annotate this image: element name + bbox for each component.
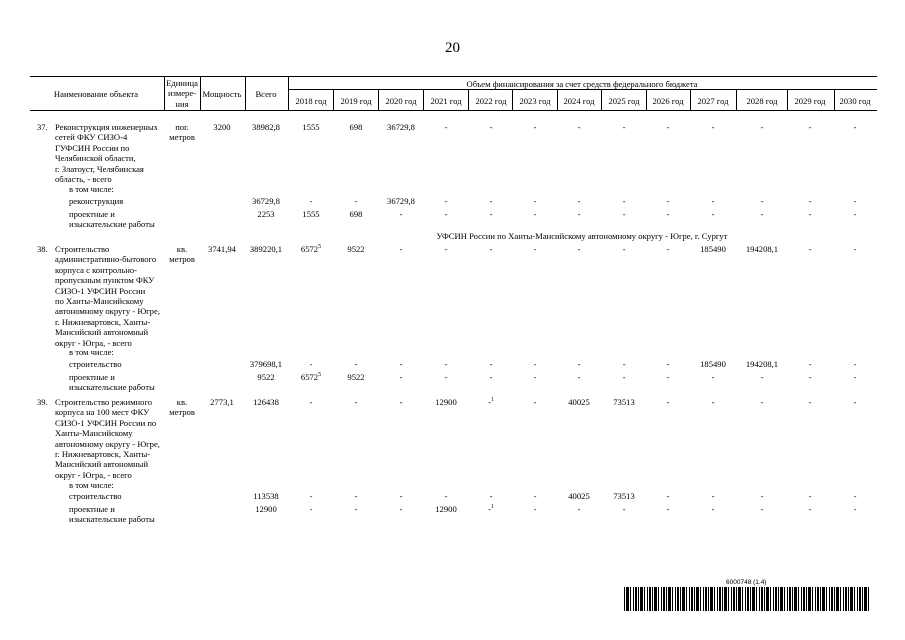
year-cell: -: [399, 397, 403, 407]
year-cell: -: [354, 196, 358, 206]
header-year: 2023 год: [519, 96, 551, 106]
year-cell: -: [760, 491, 764, 501]
item-name: г. Нижневартовск, Ханты-: [55, 316, 151, 327]
header-name: Наименование объекта: [53, 89, 139, 99]
column-divider: [736, 89, 737, 110]
year-cell: 73513: [613, 491, 635, 501]
year-cell: -: [808, 359, 812, 369]
subrow-label: изыскательские работы: [69, 382, 155, 393]
including-label: в том числе:: [69, 347, 114, 357]
subrow-label: реконструкция: [69, 196, 124, 206]
year-cell: -$^1$: [488, 504, 494, 514]
year-cell: -: [533, 122, 537, 132]
item-capacity: 3200: [213, 122, 231, 132]
item-unit: пог.: [175, 122, 189, 132]
year-cell: -: [666, 372, 670, 382]
region-heading: УФСИН России по Ханты-Мансийскому автономному округу - Югре, г. Сургут: [436, 231, 728, 241]
item-name: Реконструкция инженерных: [55, 122, 158, 132]
header-capacity: Мощность: [202, 89, 242, 99]
year-cell: 698: [349, 209, 363, 219]
table-top-rule: [30, 76, 877, 77]
item-name: автономному округу - Югре,: [55, 438, 160, 449]
year-cell: 194208,1: [745, 244, 779, 254]
header-year: 2018 год: [295, 96, 327, 106]
year-cell: -: [853, 209, 857, 219]
item-name: Мансийский автономный: [55, 327, 149, 338]
item-total: 38982,8: [252, 122, 280, 132]
item-name: область, - всего: [55, 174, 112, 184]
header-year: 2025 год: [608, 96, 640, 106]
item-name: административно-бытового: [55, 254, 157, 265]
item-name: корпуса с контрольно-: [55, 264, 138, 275]
year-cell: -: [666, 196, 670, 206]
year-cell: 36729,8: [387, 122, 415, 132]
item-name: округ - Югра, - всего: [55, 337, 132, 348]
year-cell: -: [853, 122, 857, 132]
year-cell: -: [760, 372, 764, 382]
year-cell: 1555: [302, 209, 320, 219]
year-cell: -: [808, 196, 812, 206]
item-name: Ханты-Мансийскому: [55, 428, 133, 439]
header-year: 2024 год: [563, 96, 595, 106]
subrow-total: 113538: [253, 491, 279, 501]
barcode: [624, 587, 870, 611]
year-cell: -: [808, 244, 812, 254]
year-cell: 9522: [347, 372, 365, 382]
year-cell: -: [444, 196, 448, 206]
year-cell: -: [711, 504, 715, 514]
year-cell: -: [622, 372, 626, 382]
year-cell: -: [399, 491, 403, 501]
subrow-label: изыскательские работы: [69, 219, 155, 230]
subrow-total: 9522: [257, 372, 275, 382]
year-cell: -: [760, 209, 764, 219]
year-cell: -: [808, 372, 812, 382]
year-cell: -: [853, 372, 857, 382]
year-cell: -: [577, 122, 581, 132]
item-name: Строительство режимного: [55, 397, 153, 407]
item-name: автономному округу - Югре,: [55, 306, 160, 317]
year-cell: -: [711, 209, 715, 219]
year-cell: -: [711, 196, 715, 206]
header-year: 2022 год: [475, 96, 507, 106]
header-year: 2030 год: [839, 96, 871, 106]
including-label: в том числе:: [69, 480, 114, 490]
year-cell: -: [577, 244, 581, 254]
item-name: корпуса на 100 мест ФКУ: [55, 407, 150, 418]
subrow-label: строительство: [69, 491, 122, 501]
year-cell: -: [853, 244, 857, 254]
year-cell: -: [489, 244, 493, 254]
year-cell: -: [577, 504, 581, 514]
subrow-label: проектные и: [69, 372, 115, 382]
year-cell: 73513: [613, 397, 635, 407]
item-name: г. Нижневартовск, Ханты-: [55, 449, 151, 459]
year-cell: -: [354, 359, 358, 369]
year-cell: -: [577, 209, 581, 219]
year-cell: -: [489, 491, 493, 501]
subrow-label: строительство: [69, 359, 122, 369]
year-cell: -: [666, 244, 670, 254]
year-cell: -: [666, 504, 670, 514]
year-cell: -: [533, 244, 537, 254]
header-year: 2029 год: [794, 96, 826, 106]
year-cell: -: [489, 372, 493, 382]
including-label: в том числе:: [69, 184, 114, 194]
item-name: Мансийский автономный: [55, 459, 149, 470]
year-cell: -: [711, 122, 715, 132]
table-header-bottom-rule: [30, 110, 877, 111]
year-cell: -: [399, 504, 403, 514]
year-cell: -: [309, 359, 313, 369]
year-cell: 194208,1: [745, 359, 779, 369]
header-year: 2020 год: [385, 96, 417, 106]
year-cell: -: [622, 196, 626, 206]
item-name: сетей ФКУ СИЗО-4: [55, 132, 128, 143]
year-cell: -: [399, 372, 403, 382]
item-name: СИЗО-1 УФСИН России по: [55, 417, 157, 428]
year-cell: -: [808, 209, 812, 219]
year-cell: -: [489, 196, 493, 206]
subrow-label: проектные и: [69, 504, 115, 514]
year-cell: -: [666, 397, 670, 407]
year-cell: -: [853, 491, 857, 501]
year-cell: -: [444, 122, 448, 132]
year-cell: -: [622, 122, 626, 132]
year-cell: -: [354, 504, 358, 514]
header-year: 2026 год: [652, 96, 684, 106]
year-cell: 6572$^5$: [300, 244, 322, 254]
year-cell: -$^1$: [488, 397, 494, 407]
year-cell: -: [760, 504, 764, 514]
year-cell: -: [853, 196, 857, 206]
year-cell: 698: [349, 122, 363, 132]
subrow-label: изыскательские работы: [69, 514, 155, 525]
year-cell: -: [533, 397, 537, 407]
year-cell: -: [666, 359, 670, 369]
year-cell: -: [533, 359, 537, 369]
year-cell: -: [853, 359, 857, 369]
year-cell: -: [711, 372, 715, 382]
year-cell: -: [354, 491, 358, 501]
header-year: 2027 год: [697, 96, 729, 106]
year-cell: -: [533, 209, 537, 219]
item-total: 126438: [253, 397, 279, 407]
year-cell: 185490: [700, 244, 726, 254]
item-number: 37.: [37, 122, 48, 132]
header-year: 2019 год: [340, 96, 372, 106]
year-cell: -: [808, 122, 812, 132]
subrow-total: 36729,8: [252, 196, 280, 206]
item-capacity: 3741,94: [208, 244, 236, 254]
year-cell: -: [444, 491, 448, 501]
year-cell: 12900: [435, 504, 457, 514]
item-number: 39.: [37, 397, 48, 407]
item-unit: метров: [169, 132, 195, 143]
year-cell: -: [533, 372, 537, 382]
year-cell: 9522: [347, 244, 365, 254]
year-cell: -: [711, 397, 715, 407]
barcode-number: 6000748 (1.4): [726, 579, 767, 586]
year-cell: 1555: [302, 122, 320, 132]
item-name: Челябинской области,: [55, 153, 136, 164]
year-cell: -: [622, 209, 626, 219]
year-cell: -: [808, 491, 812, 501]
year-cell: 12900: [435, 397, 457, 407]
year-cell: -: [622, 359, 626, 369]
year-cell: -: [853, 397, 857, 407]
year-cell: -: [399, 244, 403, 254]
item-name: г. Златоуст, Челябинская: [55, 163, 144, 174]
subrow-total: 379698,1: [249, 359, 283, 369]
item-name: по Ханты-Мансийскому: [55, 296, 144, 306]
year-cell: -: [622, 244, 626, 254]
year-cell: -: [399, 209, 403, 219]
item-number: 38.: [37, 244, 48, 254]
year-cell: -: [444, 209, 448, 219]
year-cell: -: [577, 196, 581, 206]
year-cell: -: [533, 504, 537, 514]
year-cell: -: [808, 504, 812, 514]
year-cell: -: [666, 491, 670, 501]
year-cell: -: [399, 359, 403, 369]
item-unit: метров: [169, 254, 195, 265]
header-year: 2021 год: [430, 96, 462, 106]
year-cell: -: [533, 196, 537, 206]
year-cell: 185490: [700, 359, 726, 369]
year-cell: -: [489, 122, 493, 132]
year-cell: -: [309, 196, 313, 206]
subrow-total: 2253: [257, 209, 275, 219]
header-year: 2028 год: [746, 96, 778, 106]
item-capacity: 2773,1: [210, 397, 234, 407]
header-total: Всего: [255, 89, 277, 99]
year-cell: -: [622, 504, 626, 514]
year-cell: -: [309, 504, 313, 514]
year-cell: -: [760, 122, 764, 132]
year-cell: -: [444, 359, 448, 369]
item-name: пропускным пунктом ФКУ: [55, 275, 155, 286]
year-cell: -: [666, 209, 670, 219]
header-funding-group: Объем финансирования за счет средств федерального бюджета: [466, 79, 698, 89]
year-cell: -: [808, 397, 812, 407]
item-unit: кв.: [176, 397, 188, 407]
header-unit: Единица: [166, 78, 198, 88]
year-cell: -: [444, 372, 448, 382]
item-unit: кв.: [176, 244, 188, 254]
year-cell: -: [853, 504, 857, 514]
item-unit: метров: [169, 407, 195, 418]
item-name: ГУФСИН России по: [55, 142, 130, 153]
year-cell: -: [577, 359, 581, 369]
year-cell: -: [489, 359, 493, 369]
year-cell: -: [666, 122, 670, 132]
year-cell: -: [577, 372, 581, 382]
year-cell: -: [533, 491, 537, 501]
page-number: 20: [445, 40, 460, 56]
item-name: СИЗО-1 УФСИН России: [55, 285, 146, 296]
subrow-label: проектные и: [69, 209, 115, 219]
year-cell: -: [309, 397, 313, 407]
item-name: округ - Югра, - всего: [55, 469, 132, 480]
subrow-total: 12900: [255, 504, 277, 514]
year-cell: -: [760, 397, 764, 407]
year-cell: 6572$^5$: [300, 372, 322, 382]
header-unit: измере-: [167, 88, 197, 99]
year-cell: -: [444, 244, 448, 254]
year-cell: 40025: [568, 397, 590, 407]
year-cell: -: [354, 397, 358, 407]
year-cell: -: [711, 491, 715, 501]
item-total: 389220,1: [249, 244, 283, 254]
item-name: Строительство: [55, 244, 110, 254]
header-unit: ния: [175, 98, 189, 109]
year-cell: -: [309, 491, 313, 501]
year-cell: 40025: [568, 491, 590, 501]
year-cell: -: [760, 196, 764, 206]
year-cell: -: [489, 209, 493, 219]
year-cell: 36729,8: [387, 196, 415, 206]
